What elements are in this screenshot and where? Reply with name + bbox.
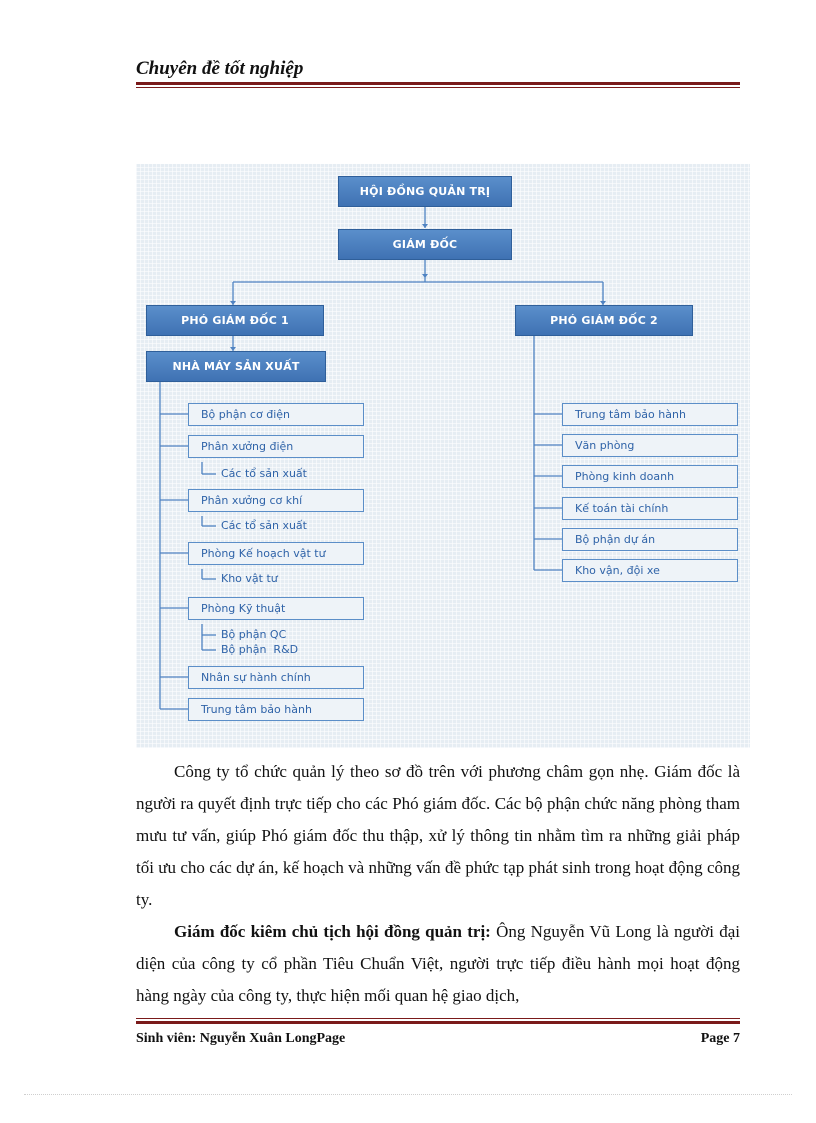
box-pho-giam-doc-1: PHÓ GIÁM ĐỐC 1 <box>146 305 324 336</box>
header-rule-thin <box>136 87 740 88</box>
left-unit: Phòng Kỹ thuật <box>188 597 364 620</box>
right-unit: Kho vận, đội xe <box>562 559 738 582</box>
paragraph-2 <box>136 916 740 1012</box>
right-unit: Trung tâm bảo hành <box>562 403 738 426</box>
paragraph-2-text: Ông Nguyễn Vũ Long là người đại diện của công ty cổ phần Tiêu Chuẩn Việt, người trực tiếp điều hành mọi hoạt động hàng ngày của công ty, thực hiện mối quan hệ giao dịch, <box>136 922 741 1005</box>
right-unit: Kế toán tài chính <box>562 497 738 520</box>
page-header-title: Chuyên đề tốt nghiệp <box>136 58 304 79</box>
right-unit: Phòng kinh doanh <box>562 465 738 488</box>
left-unit: Trung tâm bảo hành <box>188 698 364 721</box>
right-unit: Bộ phận dự án <box>562 528 738 551</box>
left-unit: Nhân sự hành chính <box>188 666 364 689</box>
right-unit: Văn phòng <box>562 434 738 457</box>
paragraph-1: Công ty tổ chức quản lý theo sơ đồ trên với phương châm gọn nhẹ. Giám đốc là người ra quyết định trực tiếp cho các Phó giám đốc. Các bộ phận chức năng phòng tham mưu tư vấn, giúp Phó giám đốc thu thập, xử lý thông tin nhằm tìm ra những giải pháp tối ưu cho các dự án, kế hoạch và những vấn đề phức tạp phát sinh trong hoạt động công ty. <box>136 762 740 909</box>
left-sub-unit: Bộ phận R&D <box>221 643 299 656</box>
left-unit: Phân xưởng điện <box>188 435 364 458</box>
left-sub-unit: Kho vật tư <box>221 572 278 585</box>
box-giam-doc: GIÁM ĐỐC <box>338 229 512 260</box>
footer-rule <box>136 1021 740 1024</box>
left-sub-unit: Các tổ sản xuất <box>221 467 307 480</box>
left-sub-unit: Các tổ sản xuất <box>221 519 307 532</box>
header-rule <box>136 82 740 85</box>
footer-student: Sinh viên: Nguyễn Xuân LongPage <box>136 1031 346 1046</box>
left-sub-unit: Bộ phận QC <box>221 628 287 641</box>
org-chart <box>136 164 750 748</box>
body-text <box>136 756 740 1012</box>
box-nha-may-san-xuat: NHÀ MÁY SẢN XUẤT <box>146 351 326 382</box>
box-pho-giam-doc-2: PHÓ GIÁM ĐỐC 2 <box>515 305 693 336</box>
footer-page-number: Page 7 <box>700 1031 740 1046</box>
left-unit: Phòng Kế hoạch vật tư <box>188 542 364 565</box>
left-unit: Phân xưởng cơ khí <box>188 489 364 512</box>
page-bottom-divider <box>24 1094 792 1095</box>
paragraph-2-lead: Giám đốc kiêm chủ tịch hội đồng quản trị: <box>174 922 491 941</box>
box-hoi-dong-quan-tri: HỘI ĐỒNG QUẢN TRỊ <box>338 176 512 207</box>
left-unit: Bộ phận cơ điện <box>188 403 364 426</box>
footer-rule-thin <box>136 1018 740 1019</box>
